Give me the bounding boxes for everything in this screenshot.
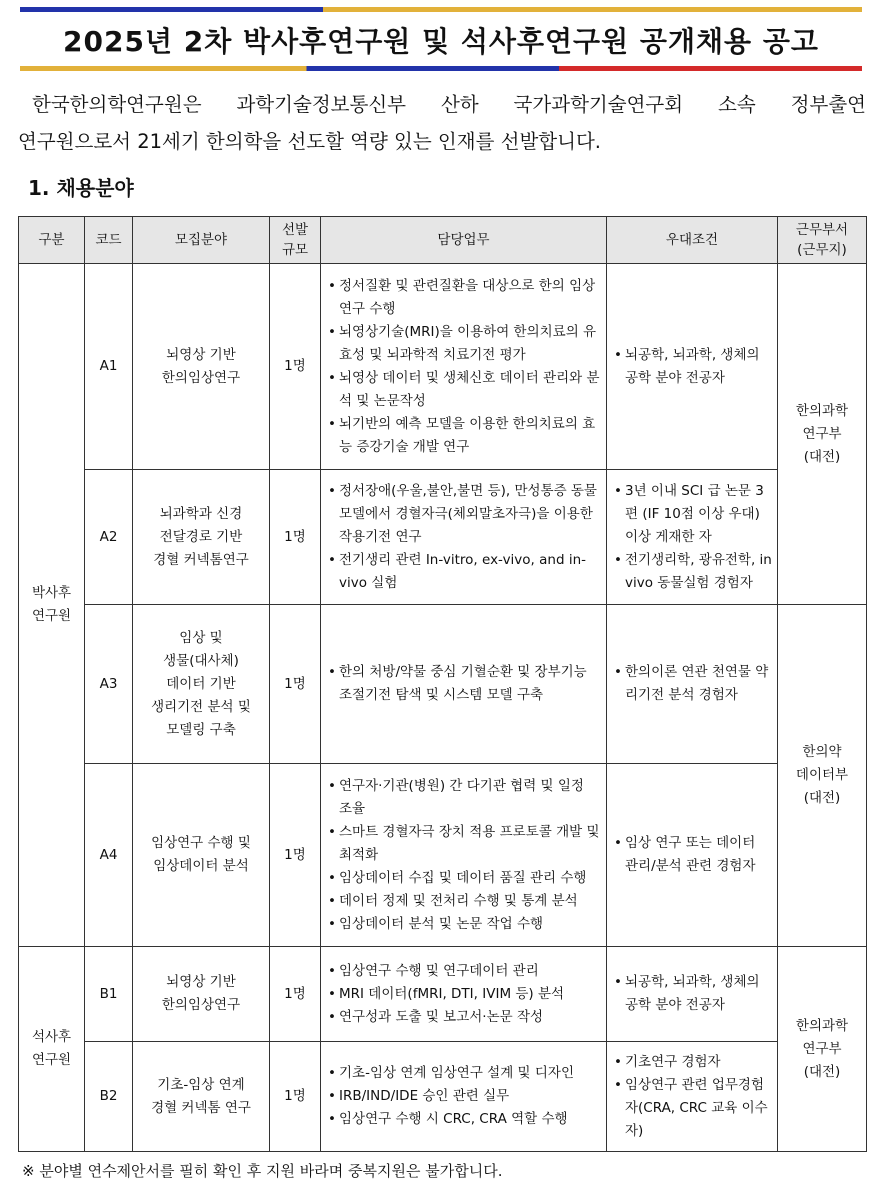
- preferred-cell: [607, 470, 778, 605]
- header-code: 코드: [85, 217, 133, 264]
- list-item: • 뇌공학, 뇌과학, 생체의공학 분야 전공자: [612, 971, 772, 1017]
- list-item: • 임상데이터 수집 및 데이터 품질 관리 수행: [326, 867, 601, 890]
- table-header-row: [19, 217, 867, 264]
- duties-cell: [321, 264, 607, 470]
- code-cell: A1: [85, 264, 133, 470]
- page-title: 2025년 2차 박사후연구원 및 석사후연구원 공개채용 공고: [63, 25, 819, 58]
- group-masters: 석사후 연구원: [19, 947, 85, 1152]
- list-item: • 뇌기반의 예측 모델을 이용한 한의치료의 효능 증강기술 개발 연구: [326, 413, 601, 459]
- table-row: [19, 264, 867, 470]
- department-cell: 한의과학 연구부 (대전): [778, 264, 867, 605]
- field-cell: 뇌과학과 신경 전달경로 기반 경혈 커넥톰연구: [133, 470, 270, 605]
- count-cell: 1명: [270, 1042, 321, 1152]
- list-item: • MRI 데이터(fMRI, DTI, IVIM 등) 분석: [326, 983, 601, 1006]
- list-item: • 정서장애(우울,불안,불면 등), 만성통증 동물모델에서 경혈자극(체외말초자극)을 이용한 작용기전 연구: [326, 480, 601, 549]
- count-cell: 1명: [270, 947, 321, 1042]
- group-postdoc: 박사후 연구원: [19, 264, 85, 947]
- list-item: • 3년 이내 SCI 급 논문 3편 (IF 10점 이상 우대) 이상 게재한 자: [612, 480, 772, 549]
- table-row: [19, 470, 867, 605]
- intro-line-1: 한국한의학연구원은 과학기술정보통신부 산하 국가과학기술연구회 소속 정부출연: [32, 93, 866, 116]
- footnote: ※ 분야별 연수제안서를 필히 확인 후 지원 바라며 중복지원은 불가합니다.: [22, 1162, 503, 1180]
- preferred-cell: [607, 605, 778, 764]
- count-cell: 1명: [270, 470, 321, 605]
- field-cell: 기초-임상 연계 경혈 커넥톰 연구: [133, 1042, 270, 1152]
- title-bottom-bar: [20, 66, 862, 71]
- table-row: [19, 764, 867, 947]
- title-banner: [20, 7, 862, 71]
- list-item: • 한의 처방/약물 중심 기혈순환 및 장부기능 조절기전 탐색 및 시스템 모델 구축: [326, 661, 601, 707]
- department-cell: 한의약 데이터부 (대전): [778, 605, 867, 947]
- list-item: • 전기생리학, 광유전학, in vivo 동물실험 경험자: [612, 549, 772, 595]
- list-item: • 임상 연구 또는 데이터 관리/분석 관련 경험자: [612, 832, 772, 878]
- table-row: [19, 1042, 867, 1152]
- list-item: • 임상연구 수행 시 CRC, CRA 역할 수행: [326, 1108, 601, 1131]
- field-cell: 뇌영상 기반 한의임상연구: [133, 947, 270, 1042]
- duties-cell: [321, 947, 607, 1042]
- list-item: • 임상연구 관련 업무경험자(CRA, CRC 교육 이수자): [612, 1074, 772, 1143]
- list-item: • 연구자·기관(병원) 간 다기관 협력 및 일정 조율: [326, 775, 601, 821]
- list-item: • IRB/IND/IDE 승인 관련 실무: [326, 1085, 601, 1108]
- list-item: • 뇌영상 데이터 및 생체신호 데이터 관리와 분석 및 논문작성: [326, 367, 601, 413]
- code-cell: A2: [85, 470, 133, 605]
- preferred-cell: [607, 764, 778, 947]
- count-cell: 1명: [270, 764, 321, 947]
- table-row: [19, 605, 867, 764]
- list-item: • 임상연구 수행 및 연구데이터 관리: [326, 960, 601, 983]
- header-department: 근무부서 (근무지): [778, 217, 867, 264]
- duties-cell: [321, 764, 607, 947]
- list-item: • 스마트 경혈자극 장치 적용 프로토콜 개발 및 최적화: [326, 821, 601, 867]
- intro-line-2: 연구원으로서 21세기 한의학을 선도할 역량 있는 인재를 선발합니다.: [18, 130, 602, 153]
- section-title: 1. 채용분야: [28, 176, 134, 200]
- header-preferred: 우대조건: [607, 217, 778, 264]
- list-item: • 기초연구 경험자: [612, 1051, 772, 1074]
- list-item: • 한의이론 연관 천연물 약리기전 분석 경험자: [612, 661, 772, 707]
- code-cell: A4: [85, 764, 133, 947]
- duties-cell: [321, 1042, 607, 1152]
- title-top-bar: [20, 7, 862, 12]
- duties-cell: [321, 605, 607, 764]
- field-cell: 임상연구 수행 및 임상데이터 분석: [133, 764, 270, 947]
- list-item: • 뇌영상기술(MRI)을 이용하여 한의치료의 유효성 및 뇌과학적 치료기전 평가: [326, 321, 601, 367]
- intro-paragraph: [18, 86, 866, 160]
- field-cell: 뇌영상 기반 한의임상연구: [133, 264, 270, 470]
- list-item: • 전기생리 관련 In-vitro, ex-vivo, and in-vivo 실험: [326, 549, 601, 595]
- code-cell: A3: [85, 605, 133, 764]
- count-cell: 1명: [270, 605, 321, 764]
- header-category: 구분: [19, 217, 85, 264]
- duties-cell: [321, 470, 607, 605]
- code-cell: B2: [85, 1042, 133, 1152]
- code-cell: B1: [85, 947, 133, 1042]
- count-cell: 1명: [270, 264, 321, 470]
- preferred-cell: [607, 947, 778, 1042]
- header-count: 선발 규모: [270, 217, 321, 264]
- list-item: • 정서질환 및 관련질환을 대상으로 한의 임상연구 수행: [326, 275, 601, 321]
- header-duties: 담당업무: [321, 217, 607, 264]
- recruitment-table: [18, 216, 867, 1152]
- list-item: • 연구성과 도출 및 보고서·논문 작성: [326, 1006, 601, 1029]
- list-item: • 기초-임상 연계 임상연구 설계 및 디자인: [326, 1062, 601, 1085]
- preferred-cell: [607, 1042, 778, 1152]
- list-item: • 뇌공학, 뇌과학, 생체의공학 분야 전공자: [612, 344, 772, 390]
- field-cell: 임상 및 생물(대사체) 데이터 기반 생리기전 분석 및 모델링 구축: [133, 605, 270, 764]
- header-field: 모집분야: [133, 217, 270, 264]
- department-cell: 한의과학 연구부 (대전): [778, 947, 867, 1152]
- preferred-cell: [607, 264, 778, 470]
- list-item: • 데이터 정제 및 전처리 수행 및 통계 분석: [326, 890, 601, 913]
- table-row: [19, 947, 867, 1042]
- list-item: • 임상데이터 분석 및 논문 작업 수행: [326, 913, 601, 936]
